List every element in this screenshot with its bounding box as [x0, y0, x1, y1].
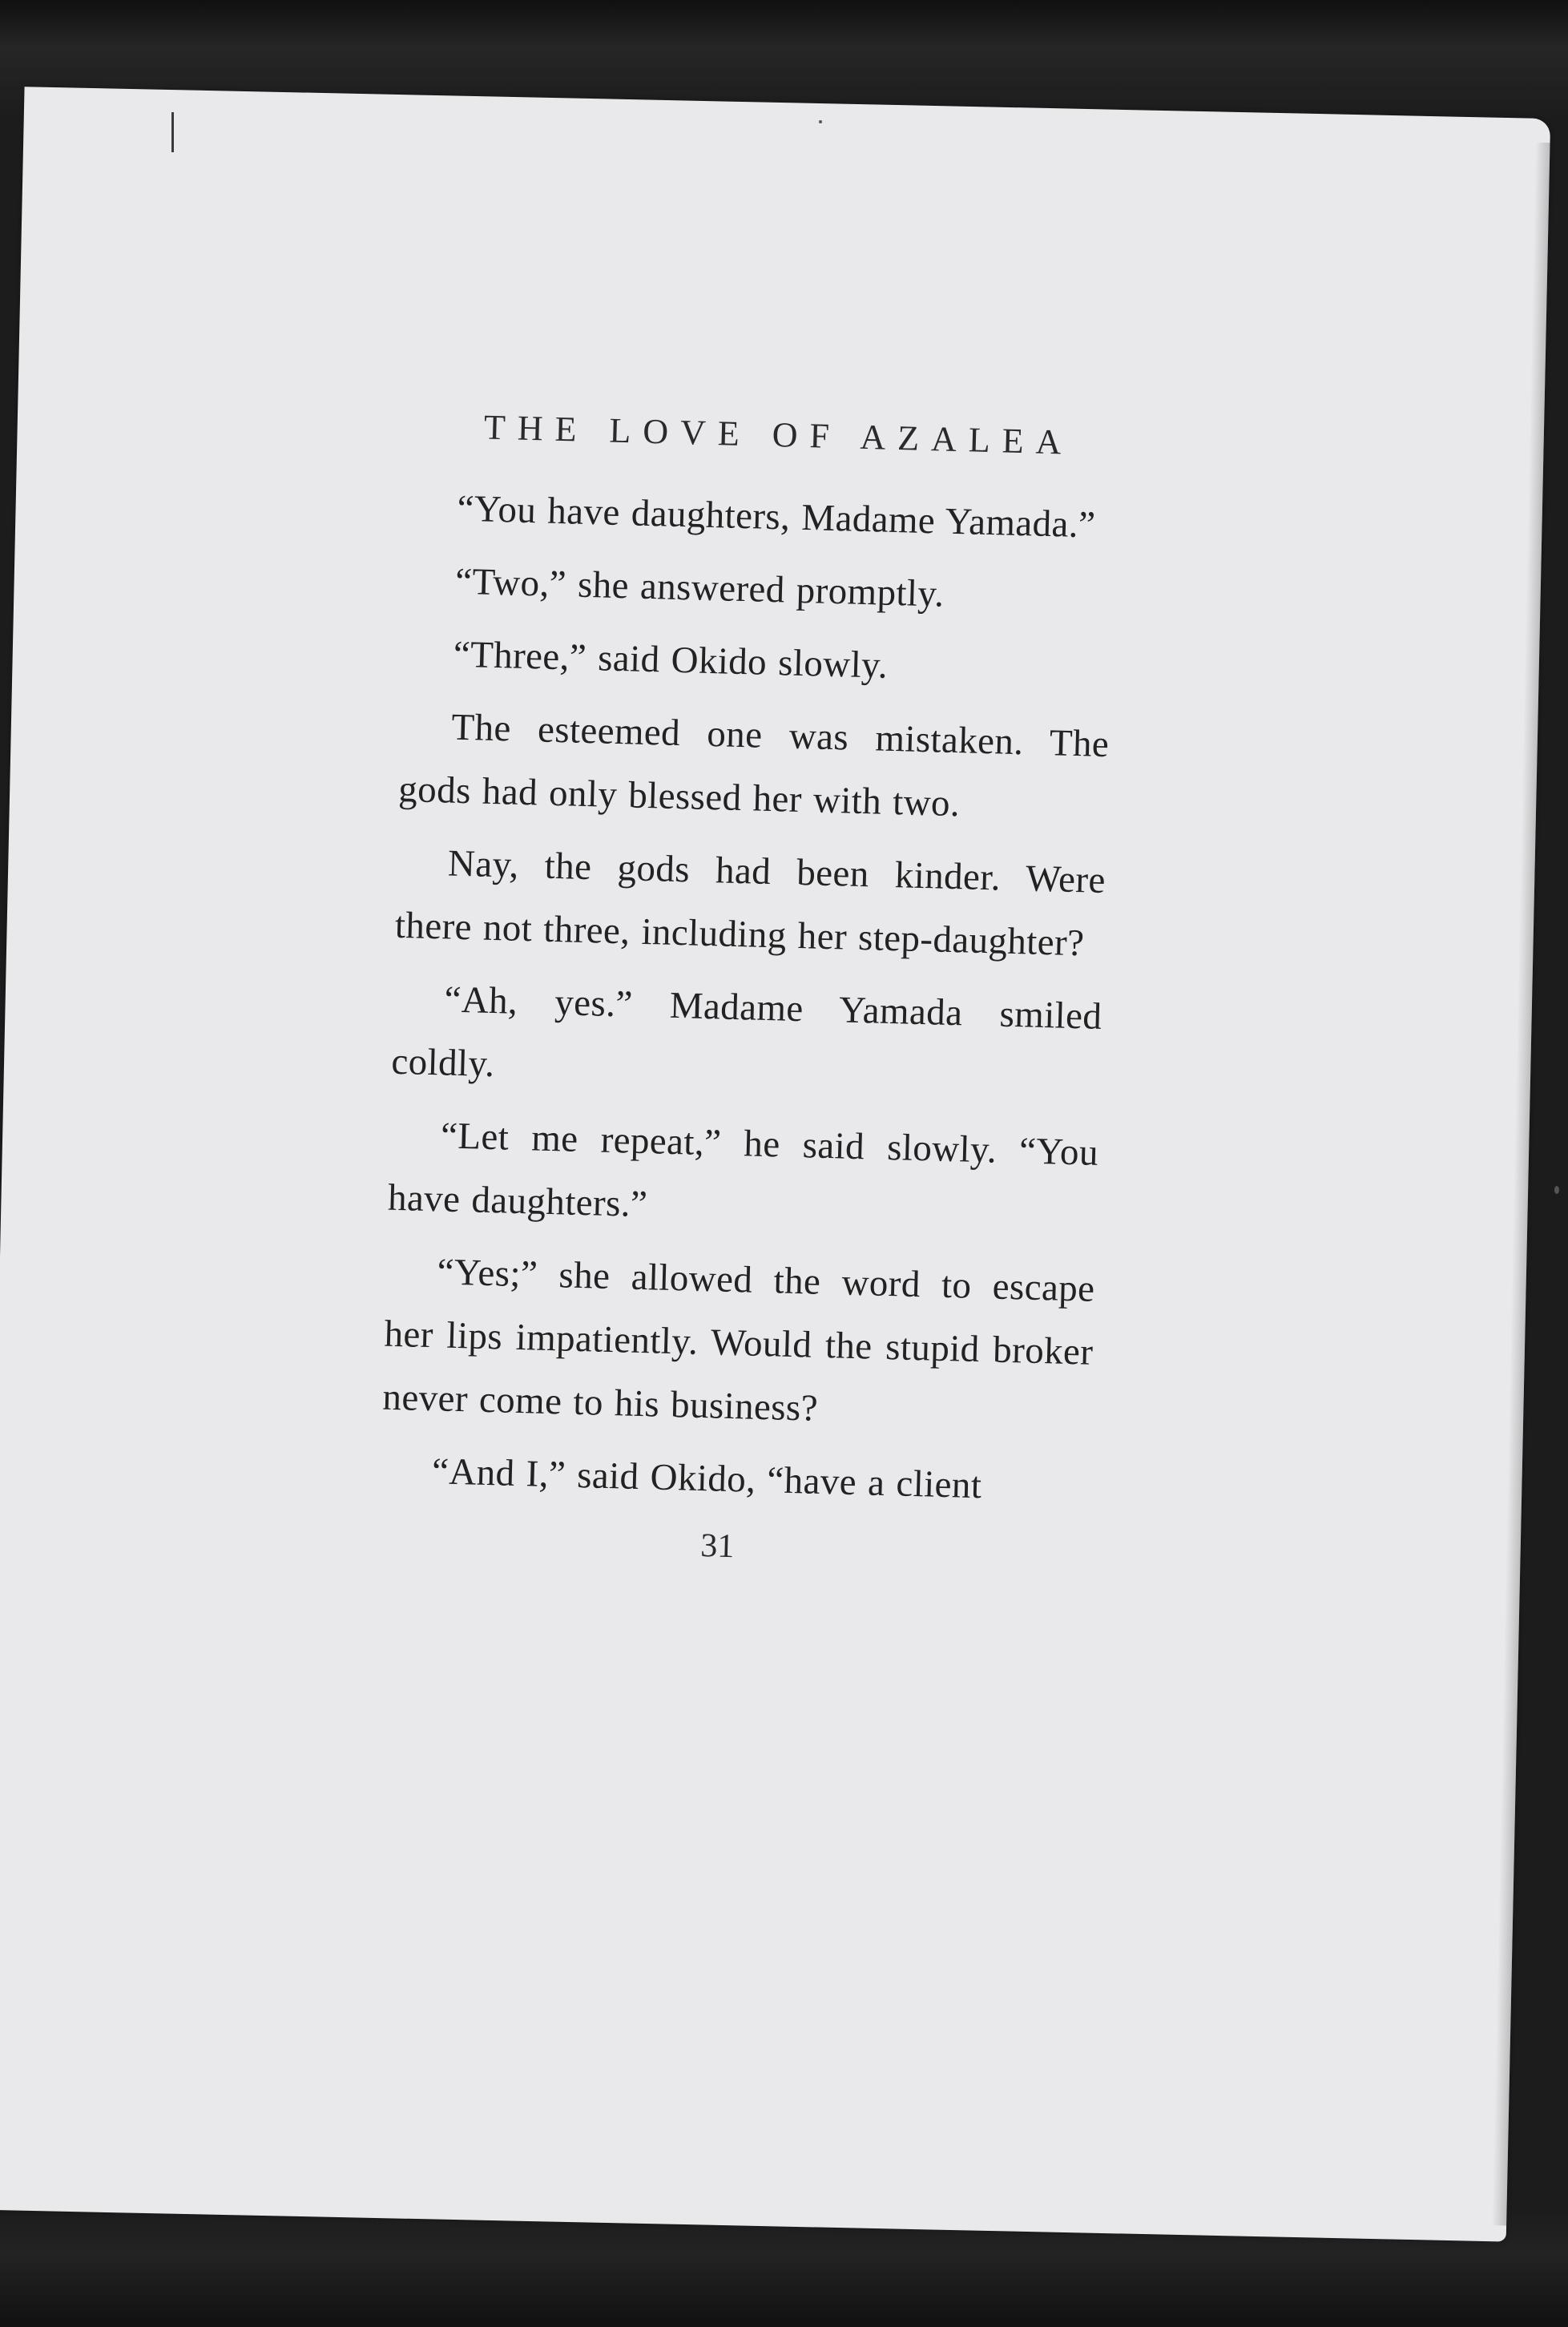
dust-speck: [819, 120, 822, 123]
gutter-mark: [171, 112, 174, 152]
paragraph: “And I,” said Okido, “have a client: [431, 1450, 982, 1507]
paragraph: “Yes;” she allowed the word to escape her lips impatiently. Would the stupid broker never come to his business?: [381, 1251, 1096, 1430]
page-number: 31: [699, 1527, 735, 1566]
paragraph: “Ah, yes.” Madame Yamada smiled coldly.: [390, 978, 1102, 1086]
page-text-block: [378, 405, 1117, 1575]
dust-speck: [1554, 1186, 1559, 1194]
running-head: THE LOVE OF AZALEA: [483, 407, 1074, 462]
paragraph: “Let me repeat,” he said slowly. “You have daughters.”: [387, 1115, 1099, 1226]
paragraph: “Three,” said Okido slowly.: [453, 633, 889, 687]
paragraph: The esteemed one was mistaken. The gods had only blessed her with two.: [397, 706, 1110, 825]
paragraph: Nay, the gods had been kinder. Were there not three, including her step-daughter?: [394, 842, 1106, 965]
paragraph: “Two,” she answered promptly.: [454, 560, 945, 615]
paragraph: “You have daughters, Madame Yamada.”: [456, 487, 1096, 546]
